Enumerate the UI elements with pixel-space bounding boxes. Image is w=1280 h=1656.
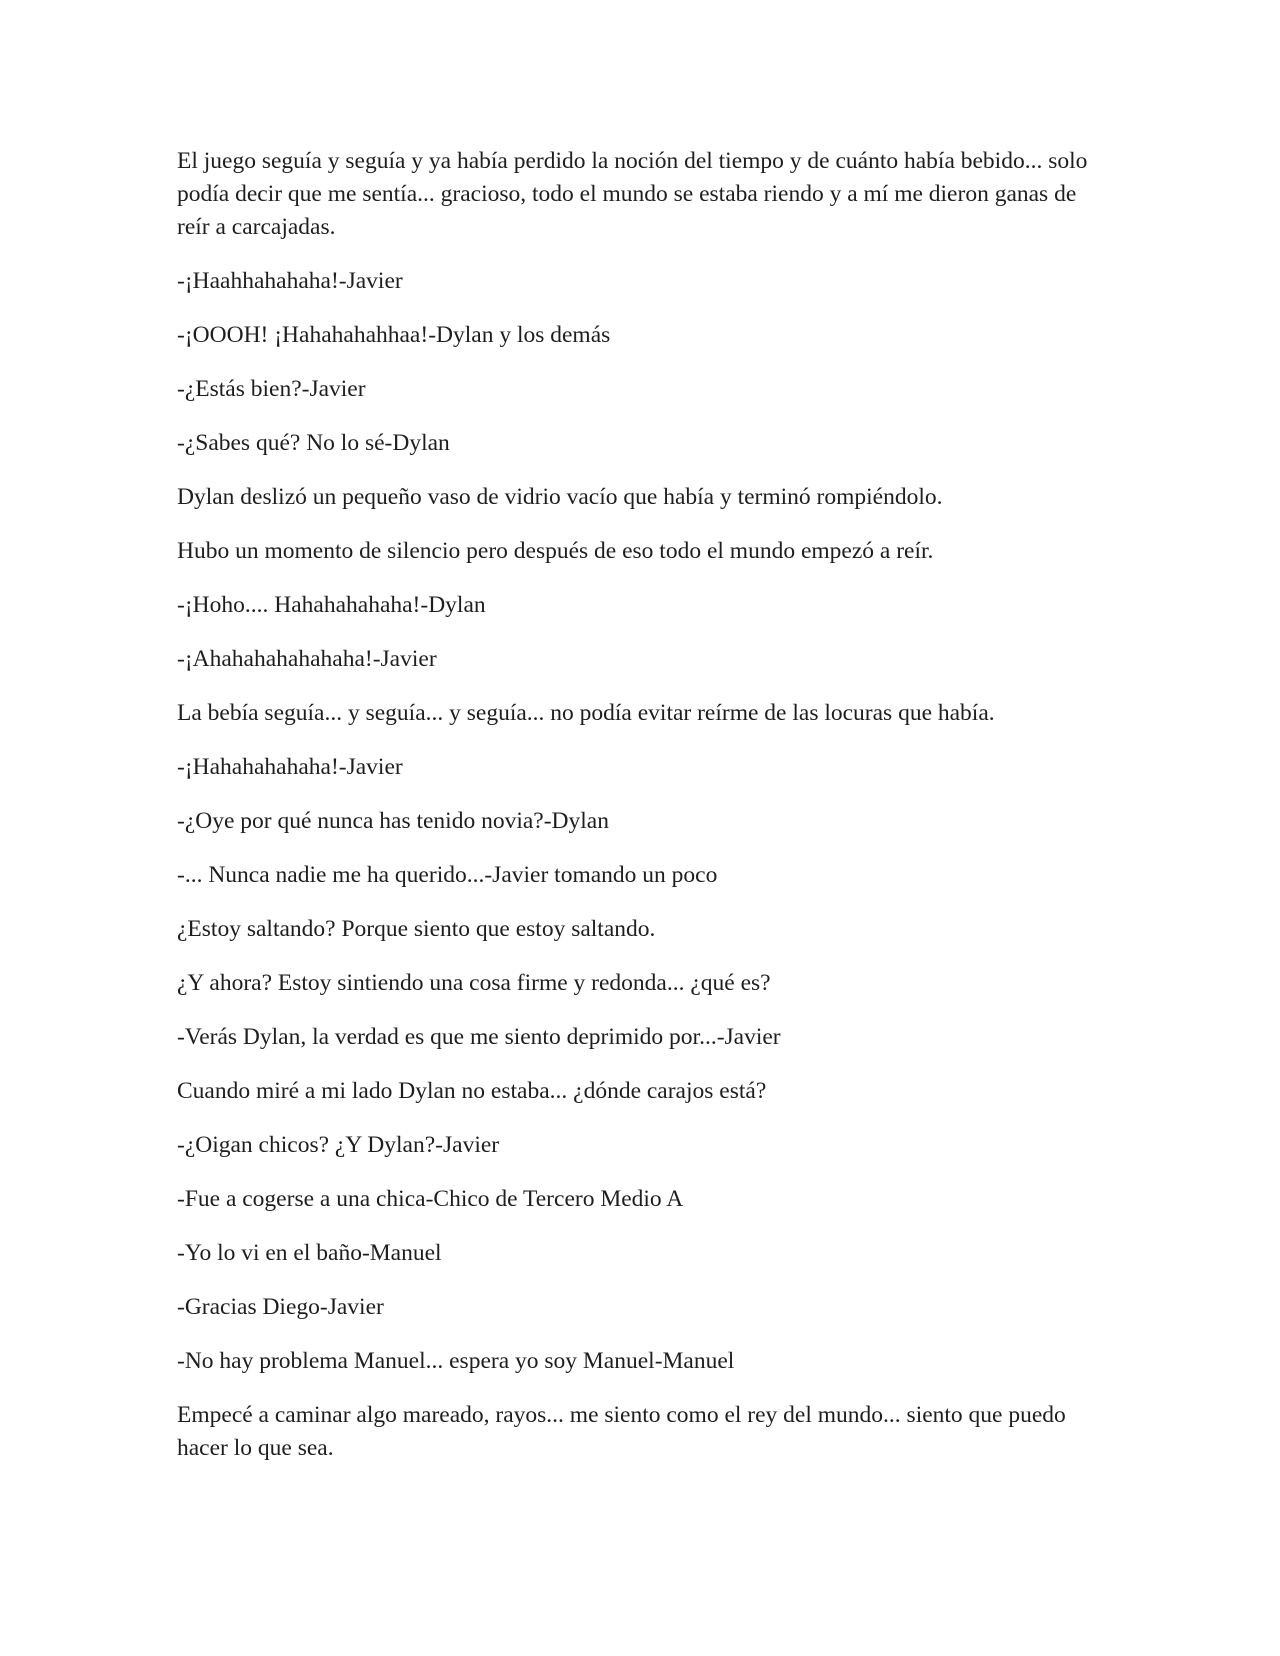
paragraph-3: -¡OOOH! ¡Hahahahahhaa!-Dylan y los demás (177, 322, 611, 348)
paragraph-15: ¿Y ahora? Estoy sintiendo una cosa firme y redonda... ¿qué es? (177, 970, 771, 996)
paragraph-17: Cuando miré a mi lado Dylan no estaba... ¿dónde carajos está? (177, 1078, 767, 1104)
paragraph-4: -¿Estás bien?-Javier (177, 376, 366, 402)
paragraph-7: Hubo un momento de silencio pero después de eso todo el mundo empezó a reír. (177, 538, 934, 564)
paragraph-18: -¿Oigan chicos? ¿Y Dylan?-Javier (177, 1132, 500, 1158)
paragraph-23: Empecé a caminar algo mareado, rayos... me siento como el rey del mundo... siento que puedo hacer lo que sea. (177, 1402, 1066, 1461)
paragraph-6: Dylan deslizó un pequeño vaso de vidrio vacío que había y terminó rompiéndolo. (177, 484, 943, 510)
paragraph-13: -... Nunca nadie me ha querido...-Javier tomando un poco (177, 862, 718, 888)
paragraph-5: -¿Sabes qué? No lo sé-Dylan (177, 430, 450, 456)
paragraph-8: -¡Hoho.... Hahahahahaha!-Dylan (177, 592, 486, 618)
paragraph-19: -Fue a cogerse a una chica-Chico de Tercero Medio A (177, 1186, 684, 1212)
document-body (177, 145, 1107, 1486)
paragraph-1: El juego seguía y seguía y ya había perdido la noción del tiempo y de cuánto había bebido... solo podía decir que me sentía... gracioso, todo el mundo se estaba riendo y a mí me dieron ganas de reír a carcajadas. (177, 148, 1088, 240)
paragraph-2: -¡Haahhahahaha!-Javier (177, 268, 403, 294)
paragraph-22: -No hay problema Manuel... espera yo soy Manuel-Manuel (177, 1348, 735, 1374)
paragraph-20: -Yo lo vi en el baño-Manuel (177, 1240, 442, 1266)
paragraph-10: La bebía seguía... y seguía... y seguía... no podía evitar reírme de las locuras que había. (177, 700, 995, 726)
paragraph-11: -¡Hahahahahaha!-Javier (177, 754, 403, 780)
paragraph-14: ¿Estoy saltando? Porque siento que estoy saltando. (177, 916, 656, 942)
paragraph-12: -¿Oye por qué nunca has tenido novia?-Dylan (177, 808, 609, 834)
paragraph-21: -Gracias Diego-Javier (177, 1294, 384, 1320)
paragraph-9: -¡Ahahahahahahaha!-Javier (177, 646, 437, 672)
paragraph-16: -Verás Dylan, la verdad es que me siento deprimido por...-Javier (177, 1024, 781, 1050)
